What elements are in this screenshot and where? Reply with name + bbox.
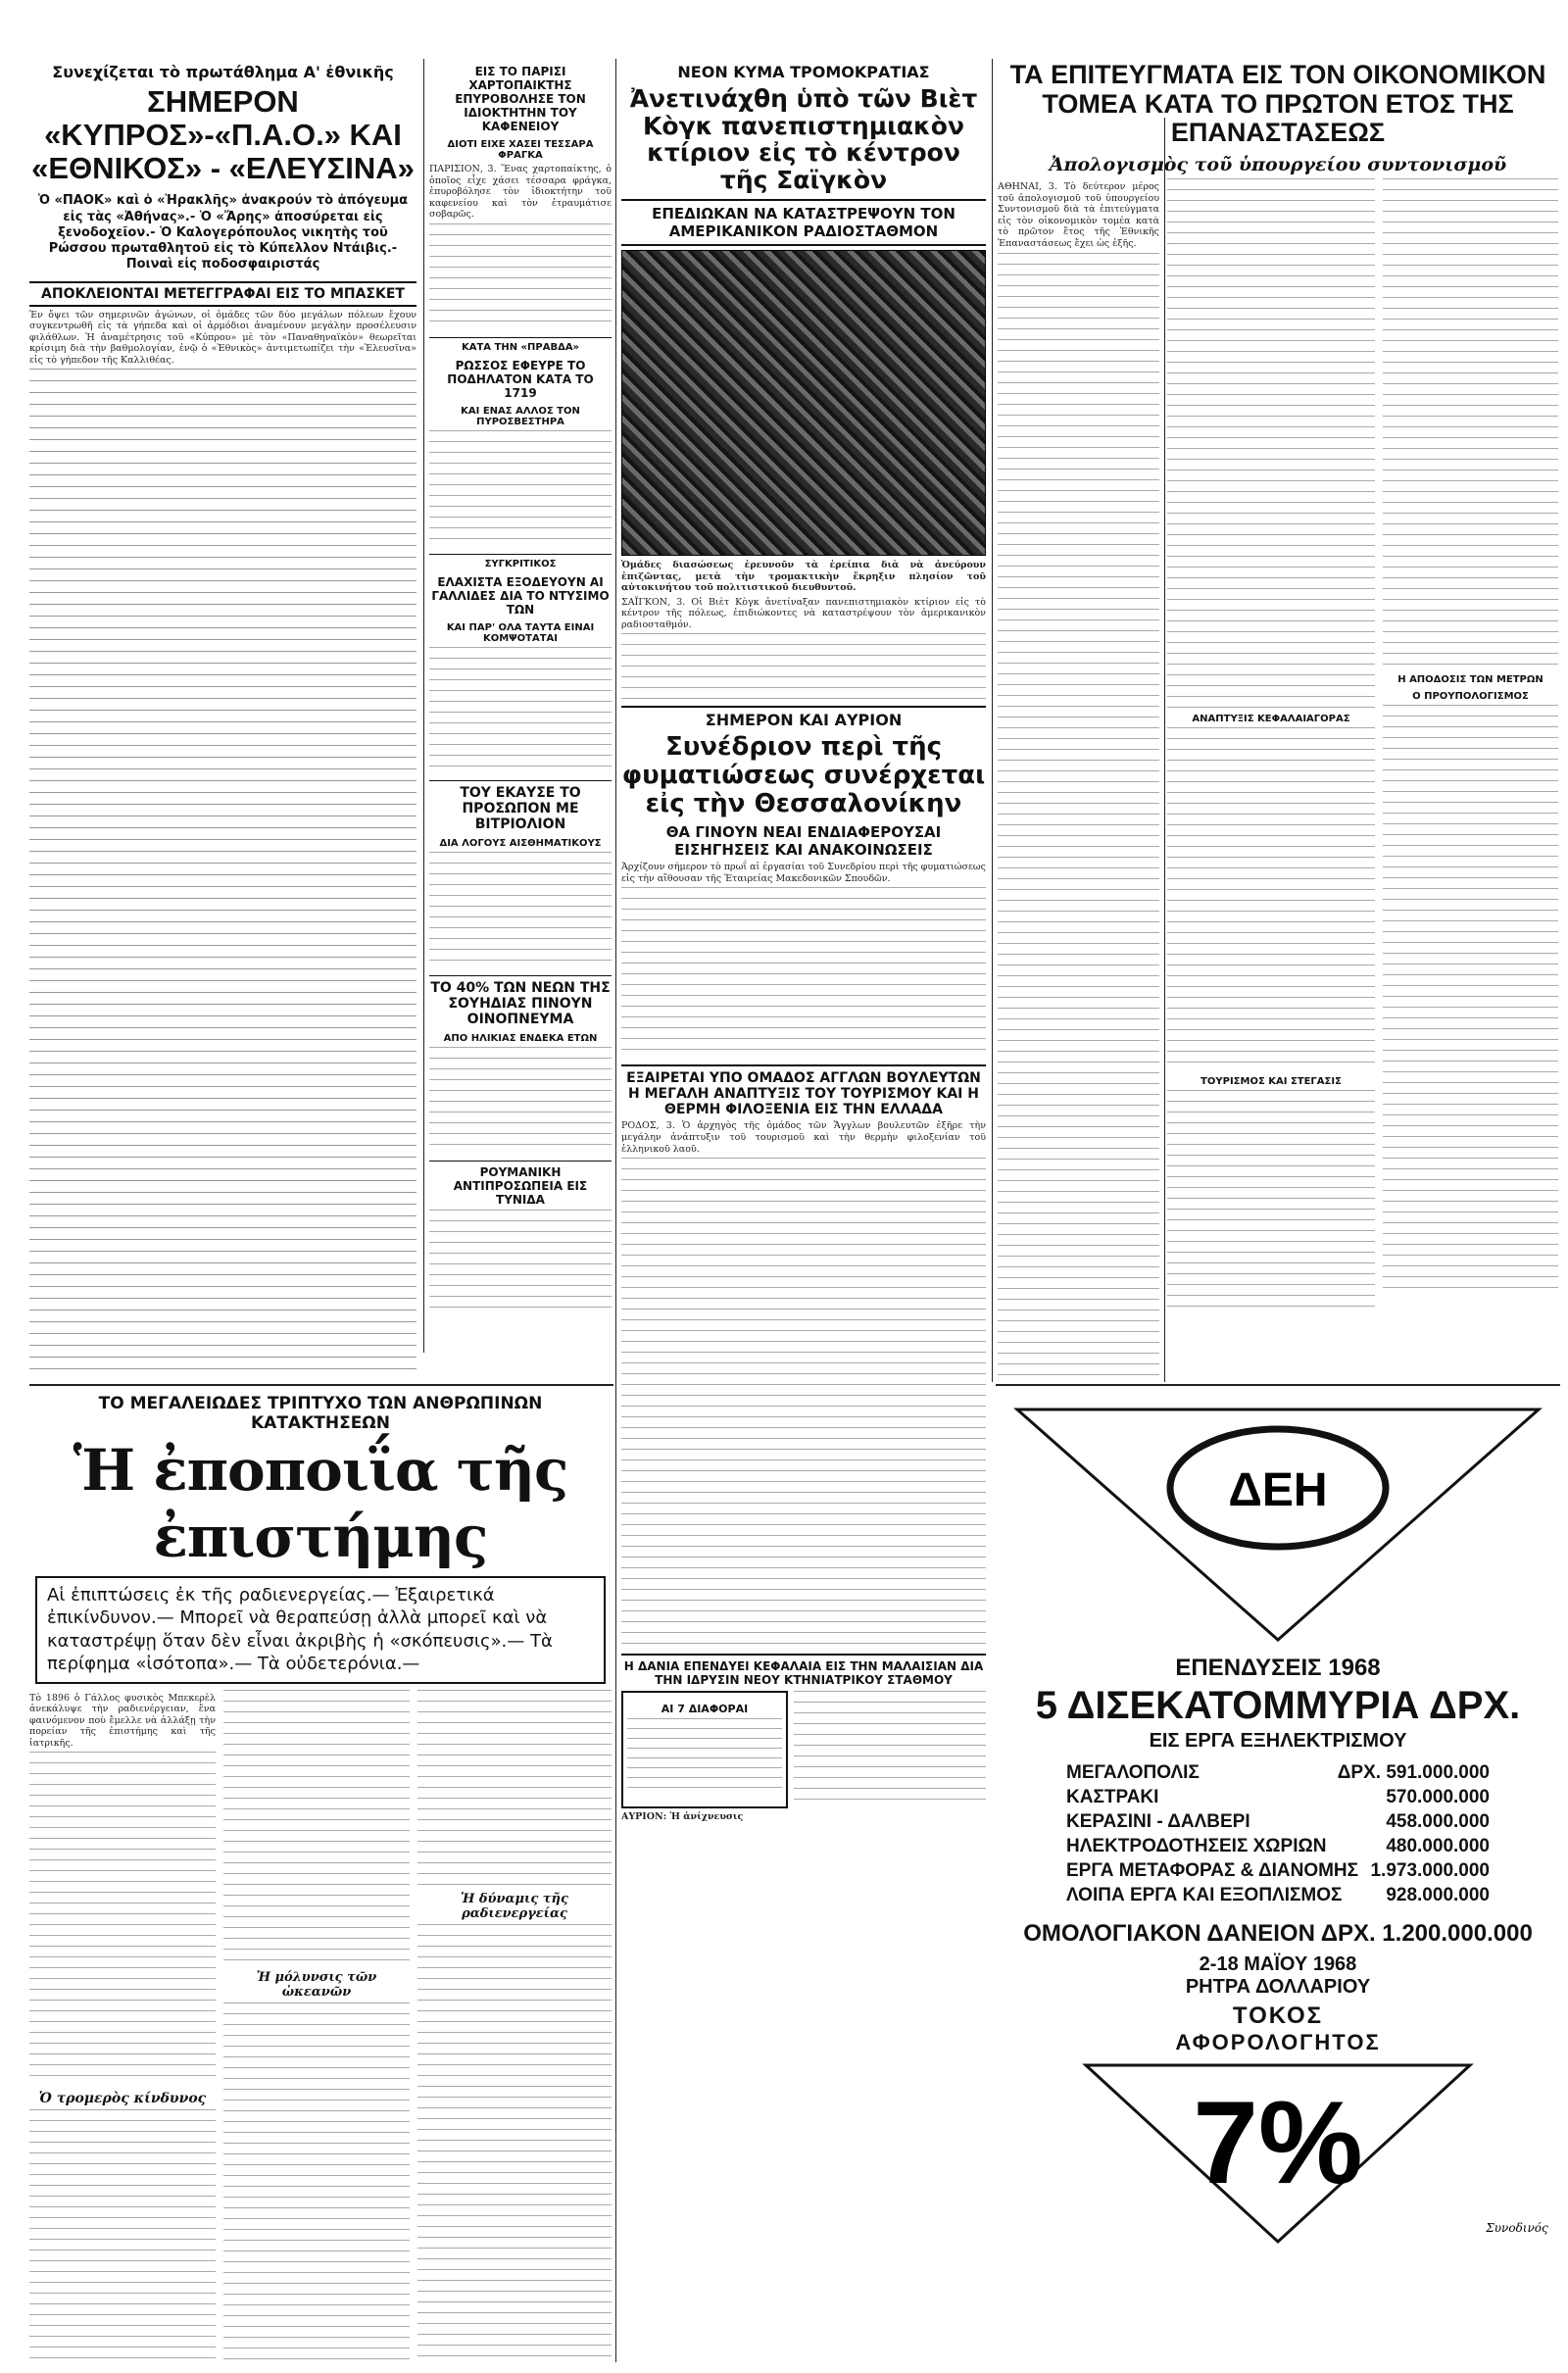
section-rule [29,1384,613,1386]
sports-kicker: Συνεχίζεται τὸ πρωτάθλημα Α' ἐθνικῆς [52,63,394,81]
rate-banner [998,2055,1558,2251]
conference-headline: Συνέδριον περὶ τῆς φυματιώσεως συνέρχεται εἰς τὴν Θεσσαλονίκην [621,732,986,818]
ad-clause: ΡΗΤΡΑ ΔΟΛΛΑΡΙΟΥ [1185,1976,1371,1998]
investment-row: ΗΛΕΚΤΡΟΔΟΤΗΣΕΙΣ ΧΩΡΙΩΝ 480.000.000 [1066,1836,1490,1856]
artist-signature: Συνοδινός [1486,2221,1548,2235]
rubble-photo [621,250,986,556]
french-women-title: ΕΛΑΧΙΣΤΑ ΕΞΟΔΕΥΟΥΝ ΑΙ ΓΑΛΛΙΔΕΣ ΔΙΑ ΤΟ ΝΤΥΣΙΜΟ ΤΩΝ [431,574,610,617]
ad-loan: ΟΜΟΛΟΓΙΑΚΟΝ ΔΑΝΕΙΟΝ ΔΡΧ. 1.200.000.000 [1023,1920,1533,1947]
sports-headline: ΣΗΜΕΡΟΝ «ΚΥΠΡΟΣ»-«Π.Α.Ο.» ΚΑΙ «ΕΘΝΙΚΟΣ» - «ΕΛΕΥΣΙΝΑ» [31,84,415,186]
column-rule [423,59,424,1353]
conference-body: Ἀρχίζουν σήμερον τὸ πρωΐ αἱ ἐργασίαι τοῦ Συνεδρίου περὶ τῆς φυματιώσεως εἰς τὴν αἴθουσαν τῆς Ἑταιρείας Μακεδονικῶν Σπουδῶν. [621,862,986,884]
danger-sub: Ὁ τρομερὸς κίνδυνος [38,2091,207,2107]
ad-dates: 2-18 ΜΑΪΟΥ 1968 [1199,1953,1357,1975]
body-text-block [794,1691,986,1808]
photo-caption: Ὁμάδες διασώσεως ἐρευνοῦν τὰ ἐρείπια διὰ νὰ ἀνεύρουν ἐπιζῶντας, μετὰ τὴν τρομακτικὴν ἔκρηξιν πλησίον τοῦ αὐτοκινήτου τοῦ πολιτιστικοῦ διευθυντοῦ. [621,560,986,594]
investment-row: ΚΕΡΑΣΙΝΙ - ΔΑΛΒΕΡΙ 458.000.000 [1066,1811,1490,1832]
sports-deck: Ὁ «ΠΑΟΚ» καὶ ὁ «Ἡρακλῆς» ἀνακρούν τὸ ἀπόγευμα εἰς τὰς «Ἀθήνας».- Ὁ «Ἄρης» ἀποσύρεται εἰς ξενοδοχεῖον.- Ὁ Καλογερόπουλος νικητὴς τοῦ Ρώσσου πρωταθλητοῦ εἰς τὸ Κύπελλον Ντάιβις.- Ποιναὶ εἰς ποδοσφαιριστάς [37,193,409,272]
differences-title: ΑΙ 7 ΔΙΑΦΟΡΑΙ [661,1703,749,1716]
feature-body: Τὸ 1896 ὁ Γάλλος φυσικὸς Μπεκερὲλ ἀνεκάλυψε τὴν ραδιενέργειαν, ἕνα φαινόμενον ποὺ ἔμελλε νὰ ἀλλάξῃ τὴν πορείαν τῆς ἐπιστήμης καὶ τῆς ἰατρικῆς. [29,1692,216,1749]
bicycle-sub: ΚΑΙ ΕΝΑΣ ΑΛΛΟΣ ΤΟΝ ΠΥΡΟΣΒΕΣΤΗΡΑ [461,405,580,427]
economy-subheadline: Ἀπολογισμὸς τοῦ ὑπουργείου συντονισμοῦ [1049,154,1507,176]
body-text-block [429,1210,612,1317]
column-rule [615,59,616,2362]
feature-deck: Αἱ ἐπιπτώσεις ἐκ τῆς ραδιενεργείας.— Ἐξαιρετικά ἐπικίνδυνον.— Μπορεῖ νὰ θεραπεύσῃ ἀλλὰ μπορεῖ καὶ νὰ καταστρέψῃ ὅταν δὲν εἶναι ἀκριβὴς ἡ «σκόπευσις».— Τὰ περίφημα «ἰσότοπα».— Τὰ οὐδετερόνια.— [35,1576,606,1684]
ad-interest-sub: ΑΦΟΡΟΛΟΓΗΤΟΣ [1175,2030,1381,2054]
sports-body: Ἐν ὄψει τῶν σημερινῶν ἀγώνων, οἱ ὁμάδες τῶν δύο μεγάλων πόλεων ἔχουν συγκεντρωθῆ εἰς τὰ γήπεδα καὶ οἱ ἀρμόδιοι ἀναμένουν μεγάλην προσέλευσιν φιλάθλων. Ἡ ἀναμέτρησις τοῦ «Κύπρου» μὲ τὸν «Παναθηναϊκὸν» θεωρεῖται κρίσιμη διὰ τὴν βαθμολογίαν, ἐνῷ ὁ «Ἐθνικὸς» ἀντιμετωπίζει τὴν «Ἐλευσῖνα» εἰς τὸ γήπεδον τῆς Καλλιθέας. [29,309,416,366]
measures-sub: Η ΑΠΟΔΟΣΙΣ ΤΩΝ ΜΕΤΡΩΝ [1397,674,1544,686]
story-paris-body: ΠΑΡΙΣΙΟΝ, 3. Ἕνας χαρτοπαίκτης, ὁ ὁποῖος εἶχε χάσει τέσσαρα φράγκα, ἐπυροβόλησε τὸν ἰδιοκτήτην τοῦ καφενείου καὶ τὸν ἐτραυμάτισε σοβαρῶς. [429,164,612,221]
tomorrow-note: ΑΥΡΙΟΝ: Ἡ ἀνίχνευσις [621,1811,744,1823]
body-text-block [29,369,416,1377]
story-paris-title: ΕΙΣ ΤΟ ΠΑΡΙΣΙ ΧΑΡΤΟΠΑΙΚΤΗΣ ΕΠΥΡΟΒΟΛΗΣΕ ΤΟΝ ΙΔΙΟΚΤΗΤΗΝ ΤΟΥ ΚΑΦΕΝΕΙΟΥ [455,65,586,133]
oceans-sub: Ἡ μόλυνσις τῶν ὠκεανῶν [256,1969,377,2000]
ad-interest-label: ΤΟΚΟΣ [1232,2002,1324,2029]
pravda-kicker: ΚΑΤΑ ΤΗΝ «ΠΡΑΒΔΑ» [429,337,612,353]
denmark-headline: Η ΔΑΝΙΑ ΕΠΕΝΔΥΕΙ ΚΕΦΑΛΑΙΑ ΕΙΣ ΤΗΝ ΜΑΛΑΙΣΙΑΝ ΔΙΑ ΤΗΝ ΙΔΡΥΣΙΝ ΝΕΟΥ ΚΤΗΝΙΑΤΡΙΚΟΥ ΣΤΑΘΜΟΥ [621,1654,986,1687]
body-text-block [621,633,986,702]
comparative-kicker: ΣΥΓΚΡΙΤΙΚΟΣ [429,554,612,569]
feature-kicker: ΤΟ ΜΕΓΑΛΕΙΩΔΕΣ ΤΡΙΠΤΥΧΟ ΤΩΝ ΑΝΘΡΩΠΙΝΩΝ ΚΑΤΑΚΤΗΣΕΩΝ [98,1394,543,1433]
deh-logo: ΔΕΗ [1228,1464,1328,1516]
story-paris-sub: ΔΙΟΤΙ ΕΙΧΕ ΧΑΣΕΙ ΤΕΣΣΑΡΑ ΦΡΑΓΚΑ [447,139,594,161]
ad-investment-list [998,1762,1558,1906]
feature-headline: Ἡ ἐποποιΐα τῆς ἐπιστήμης [73,1437,568,1570]
column-rule [992,59,993,1382]
science-feature [29,1390,612,2365]
interest-rate: 7% [1193,2077,1363,2208]
power-sub: Ἡ δύναμις τῆς ραδιενεργείας [461,1891,568,1921]
conference-subheadline: ΘΑ ΓΙΝΟΥΝ ΝΕΑΙ ΕΝΔΙΑΦΕΡΟΥΣΑΙ ΕΙΣΗΓΗΣΕΙΣ ΚΑΙ ΑΝΑΚΟΙΝΩΣΕΙΣ [665,823,942,860]
body-text-block [998,253,1159,1382]
investment-row: ΚΑΣΤΡΑΚΙ 570.000.000 [1066,1787,1490,1807]
investment-row: ΜΕΓΑΛΟΠΟΛΙΣ ΔΡΧ. 591.000.000 [1066,1762,1490,1783]
capital-market-sub: ΑΝΑΠΤΥΞΙΣ ΚΕΦΑΛΑΙΑΓΟΡΑΣ [1192,714,1350,725]
vitriol-title: ΤΟΥ ΕΚΑΥΣΕ ΤΟ ΠΡΟΣΩΠΟΝ ΜΕ ΒΙΤΡΙΟΛΙΟΝ [429,780,612,832]
saigon-body: ΣΑΪΓΚΟΝ, 3. Οἱ Βιὲτ Κὸγκ ἀνετίναξαν πανεπιστημιακὸν κτίριον εἰς τὸ κέντρον τῆς πόλεως, ἐπιδιώκοντες νὰ καταστρέψουν τὸν ἀμερικανικὸν ραδιοσταθμόν. [621,596,986,630]
tourism-body: ΡΟΔΟΣ, 3. Ὁ ἀρχηγὸς τῆς ὁμάδος τῶν Ἄγγλων βουλευτῶν ἐξῆρε τὴν μεγάλην ἀνάπτυξιν τοῦ τουρισμοῦ καὶ τὴν θερμὴν φιλοξενίαν τοῦ ἑλληνικοῦ λαοῦ. [621,1120,986,1155]
sports-subheadline: ΑΠΟΚΛΕΙΟΝΤΑΙ ΜΕΤΕΓΓΡΑΦΑΙ ΕΙΣ ΤΟ ΜΠΑΣΚΕΤ [29,281,416,307]
body-text-block [429,1047,612,1155]
ad-title-small: ΕΠΕΝΔΥΣΕΙΣ 1968 [1175,1655,1381,1681]
economy-body: ΑΘΗΝΑΙ, 3. Τὸ δεύτερον μέρος τοῦ ἀπολογισμοῦ τοῦ ὑπουργείου Συντονισμοῦ διὰ τὰ ἐπιτεύγματα εἰς τὸν οἰκονομικὸν τομέα κατὰ τὸ πρῶτον ἔτος τῆς Ἐθνικῆς Ἐπαναστάσεως ἔχει ὡς ἑξῆς. [998,181,1159,249]
budget-sub: Ο ΠΡΟΥΠΟΛΟΓΙΣΜΟΣ [1412,691,1529,703]
vitriol-sub: ΔΙΑ ΛΟΓΟΥΣ ΑΙΣΘΗΜΑΤΙΚΟΥΣ [439,837,602,849]
economy-headline: ΤΑ ΕΠΙΤΕΥΓΜΑΤΑ ΕΙΣ ΤΟΝ ΟΙΚΟΝΟΜΙΚΟΝ ΤΟΜΕΑ ΚΑΤΑ ΤΟ ΠΡΩΤΟΝ ΕΤΟΣ ΤΗΣ ΕΠΑΝΑΣΤΑΣΕΩΣ [1009,60,1546,148]
differences-box [621,1691,788,1808]
investment-row: ΕΡΓΑ ΜΕΤΑΦΟΡΑΣ & ΔΙΑΝΟΜΗΣ 1.973.000.000 [1066,1860,1490,1881]
news-briefs [429,59,612,1377]
body-text-block [621,887,986,1059]
terror-kicker: ΝΕΟΝ ΚΥΜΑ ΤΡΟΜΟΚΡΑΤΙΑΣ [677,63,930,81]
body-text-block [429,852,612,969]
bicycle-title: ΡΩΣΣΟΣ ΕΦΕΥΡΕ ΤΟ ΠΟΔΗΛΑΤΟΝ ΚΑΤΑ ΤΟ 1719 [447,358,594,400]
sports-story [29,59,416,1377]
tourism-housing-sub: ΤΟΥΡΙΣΜΟΣ ΚΑΙ ΣΤΕΓΑΣΙΣ [1200,1076,1342,1088]
conference-kicker: ΣΗΜΕΡΟΝ ΚΑΙ ΑΥΡΙΟΝ [621,706,986,729]
sweden-title: ΤΟ 40% ΤΩΝ ΝΕΩΝ ΤΗΣ ΣΟΥΗΔΙΑΣ ΠΙΝΟΥΝ ΟΙΝΟΠΝΕΥΜΑ [429,975,612,1027]
saigon-subheadline: ΕΠΕΔΙΩΚΑΝ ΝΑ ΚΑΤΑΣΤΡΕΨΟΥΝ ΤΟΝ ΑΜΕΡΙΚΑΝΙΚΟΝ ΡΑΔΙΟΣΤΑΘΜΟΝ [621,199,986,246]
body-text-block [429,430,612,548]
body-text-block [621,1158,986,1648]
deh-logo-banner [998,1390,1558,1655]
sweden-sub: ΑΠΟ ΗΛΙΚΙΑΣ ΕΝΔΕΚΑ ΕΤΩΝ [443,1032,598,1044]
romania-title: ΡΟΥΜΑΝΙΚΗ ΑΝΤΙΠΡΟΣΩΠΕΙΑ ΕΙΣ ΤΥΝΙΔΑ [429,1161,612,1207]
ad-subtitle: ΕΙΣ ΕΡΓΑ ΕΞΗΛΕΚΤΡΙΣΜΟΥ [1149,1730,1407,1752]
tourism-headline: ΕΞΑΙΡΕΤΑΙ ΥΠΟ ΟΜΑΔΟΣ ΑΓΓΛΩΝ ΒΟΥΛΕΥΤΩΝ Η ΜΕΓΑΛΗ ΑΝΑΠΤΥΞΙΣ ΤΟΥ ΤΟΥΡΙΣΜΟΥ ΚΑΙ Η ΘΕΡΜΗ ΦΙΛΟΞΕΝΙΑ ΕΙΣ ΤΗΝ ΕΛΛΑΔΑ [621,1064,986,1117]
ad-title-big: 5 ΔΙΣΕΚΑΤΟΜΜΥΡΙΑ ΔΡΧ. [1035,1684,1521,1727]
body-text-block [429,223,612,331]
french-women-sub: ΚΑΙ ΠΑΡ' ΟΛΑ ΤΑΥΤΑ ΕΙΝΑΙ ΚΟΜΨΟΤΑΤΑΙ [446,621,595,644]
economy-story [998,59,1558,1382]
body-text-block [429,647,612,774]
saigon-headline: Ἀνετινάχθη ὑπὸ τῶν Βιὲτ Κὸγκ πανεπιστημιακὸν κτίριον εἰς τὸ κέντρον τῆς Σαϊγκὸν [629,84,978,194]
investment-row: ΛΟΙΠΑ ΕΡΓΑ ΚΑΙ ΕΞΟΠΛΙΣΜΟΣ 928.000.000 [1066,1885,1490,1905]
deh-advertisement [998,1390,1558,2365]
section-rule [996,1384,1560,1386]
center-column [621,59,986,2362]
